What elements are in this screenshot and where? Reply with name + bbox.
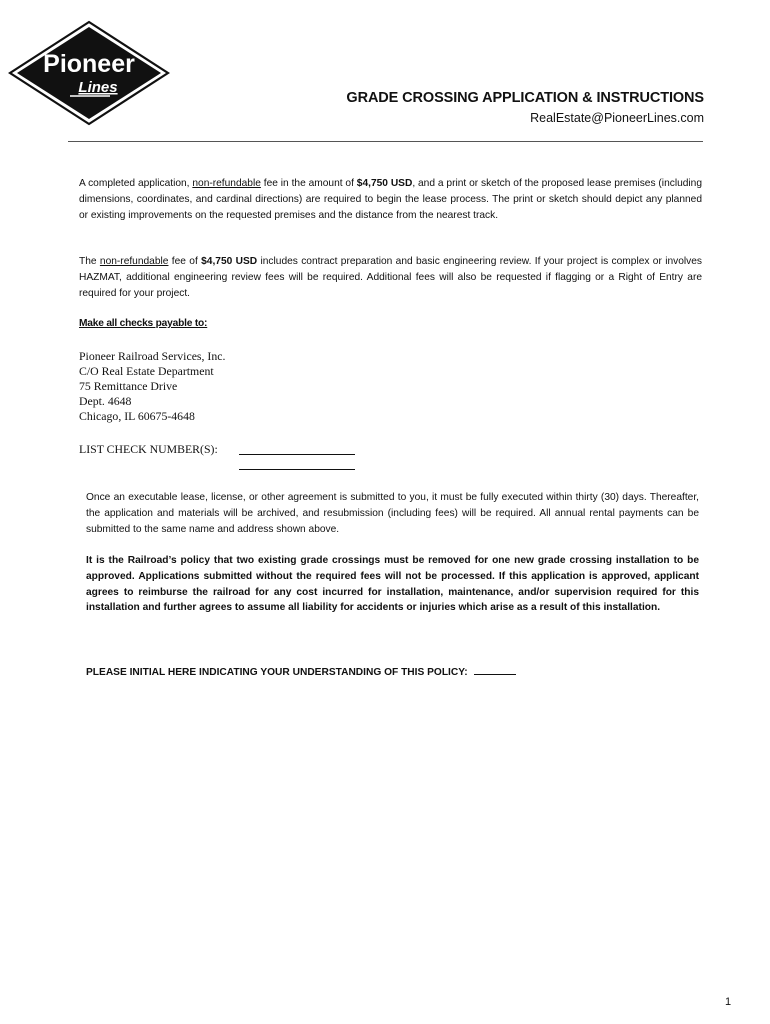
page-title: GRADE CROSSING APPLICATION & INSTRUCTIONS <box>346 90 704 106</box>
pioneer-lines-logo <box>8 20 170 126</box>
checks-payable-heading: Make all checks payable to: <box>79 318 208 329</box>
check-number-field-2[interactable] <box>239 469 355 470</box>
address-line: 75 Remittance Drive <box>79 379 178 393</box>
paragraph-application-requirements: A completed application, non-refundable fee in the amount of $4,750 USD, and a print or sketch of the proposed lease premises (including dimensions, coordinates, and cardinal directions) are required to begin the lease process. The print or sketch should depict any planned or existing improvements on the requested premises and the distance from the nearest track. <box>79 178 703 221</box>
initial-label: PLEASE INITIAL HERE INDICATING YOUR UNDERSTANDING OF THIS POLICY: <box>86 667 468 678</box>
logo-text-pioneer: Pioneer <box>43 50 135 78</box>
check-number-field-1[interactable] <box>239 454 355 455</box>
page-number: 1 <box>725 996 732 1008</box>
header-divider <box>68 141 703 142</box>
address-line: C/O Real Estate Department <box>79 364 214 378</box>
initial-field[interactable] <box>474 664 516 675</box>
fee-amount: $4,750 USD <box>201 256 258 267</box>
address-line: Dept. 4648 <box>79 394 132 408</box>
paragraph-crossing-policy: It is the Railroad’s policy that two existing grade crossings must be removed for one new grade crossing installation to be approved. Applications submitted without the required fees will not be processed. If this application is approved, applicant agrees to reimburse the railroad for any cost incurred for installation, maintenance, and/or supervision required for this installation and further agrees to assume all liability for accidents or injuries which arise as a result of this installation. <box>86 555 699 614</box>
paragraph-fee-details: The non-refundable fee of $4,750 USD includes contract preparation and basic engineering review. If your project is complex or involves HAZMAT, additional engineering review fees will be required. Additional fees will also be requested if flagging or a Right of Entry are required for your project. <box>79 256 703 299</box>
contact-email: RealEstate@PioneerLines.com <box>530 111 704 125</box>
non-refundable-text: non-refundable <box>99 256 169 267</box>
payment-address <box>79 349 225 424</box>
paragraph-execution-terms: Once an executable lease, license, or other agreement is submitted to you, it must be fully executed within thirty (30) days. Thereafter, the application and materials will be archived, and resubmission (including fees) will be required. All annual rental payments can be submitted to the same name and address shown above. <box>86 492 699 535</box>
initial-line <box>86 664 516 678</box>
non-refundable-text: non-refundable <box>192 178 261 189</box>
logo-text-lines: Lines <box>78 79 118 96</box>
address-line: Chicago, IL 60675-4648 <box>79 409 195 423</box>
address-line: Pioneer Railroad Services, Inc. <box>79 349 226 363</box>
fee-amount: $4,750 USD <box>356 178 413 189</box>
check-number-label: LIST CHECK NUMBER(S): <box>79 442 218 456</box>
